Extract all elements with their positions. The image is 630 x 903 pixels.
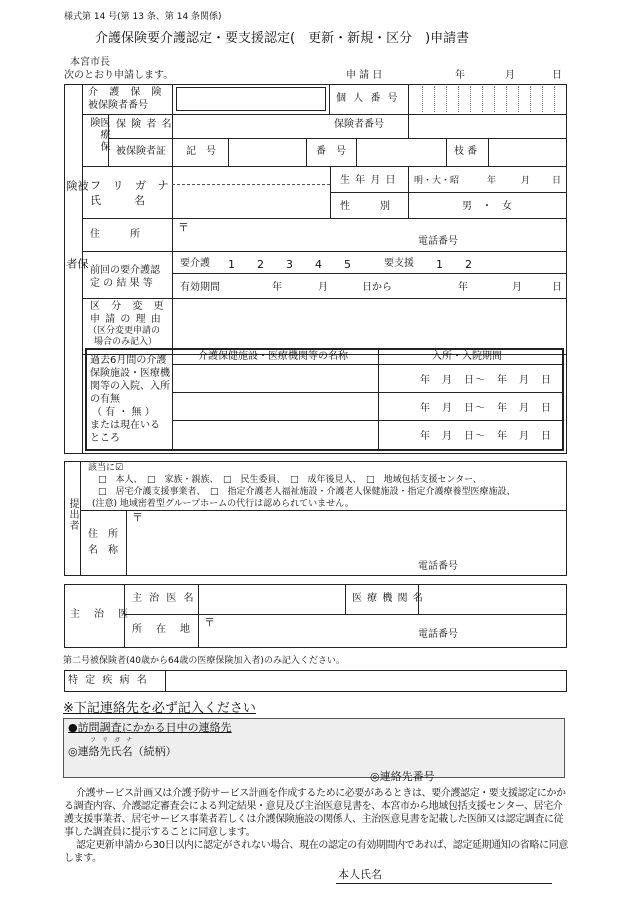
- form-number: 様式第 14 号(第 13 条、第 14 条関係): [64, 12, 222, 22]
- insured-number-label-1: 介 護 保 険: [88, 87, 166, 98]
- facility-label-1: 過去6月間の介護: [90, 355, 167, 366]
- reason-label-3: （区分変更申請の: [88, 326, 161, 336]
- insured-section-label: 被 保 険 者: [65, 180, 89, 336]
- individual-number-field[interactable]: [410, 86, 566, 112]
- signature-line[interactable]: [336, 883, 552, 884]
- validity-start-month: 月: [318, 282, 328, 293]
- support-need-label: 要支援: [384, 258, 414, 269]
- validity-end-month: 月: [512, 282, 522, 293]
- care-need-label: 要介護: [180, 258, 210, 269]
- medical-insurance-label: 医療保険: [88, 117, 109, 153]
- support-levels[interactable]: 1 2: [436, 258, 472, 271]
- birth-year-label: 年: [487, 176, 497, 186]
- addressee: 本宮市長: [70, 57, 110, 68]
- validity-start-year: 年: [272, 282, 282, 293]
- stay-row-1[interactable]: 年 月 日～ 年 月 日: [420, 375, 552, 386]
- phone-label: 電話番号: [418, 236, 458, 247]
- individual-number-label: 個 人 番 号: [336, 93, 400, 104]
- previous-result-label-1: 前回の要介護認: [90, 265, 160, 276]
- apply-month-label: 月: [505, 70, 515, 81]
- branch-number-label: 枝 番: [454, 146, 478, 157]
- contact-ruby: フ リ ガ ナ: [90, 737, 133, 744]
- insured-number-label-2: 被保険者番号: [88, 100, 148, 111]
- contact-name-label[interactable]: ◎連絡先氏名（続柄）: [68, 745, 177, 758]
- submitter-address-label: 住 所: [88, 529, 118, 540]
- facility-label-2: 保険施設・医療機: [90, 368, 170, 379]
- insured-card-label: 被保険者証: [116, 146, 166, 157]
- consent-paragraph-1: 介護サービス計画又は介護予防サービス計画を作成するために必要があるときは、要介護認定・要支援認定にかかる調査内容、介護認定審査会による判定結果・意見及び主治医意見書を、本宮市から地域包括支援センター、居宅介護支援事業者、居宅サービス事業者若しくは介護保険施設の関係人、主治医意見書を記載した医師又は認定調査に従事した調査員に提示することに同意します。: [64, 788, 566, 838]
- doctor-phone-label: 電話番号: [418, 629, 458, 640]
- validity-end-day: 日: [552, 282, 562, 293]
- contact-subheading: ●訪問調査にかかる日中の連絡先: [68, 721, 232, 734]
- card-number-label: 番 号: [316, 146, 346, 157]
- submitter-postal-mark: 〒: [132, 511, 143, 524]
- apply-date-label: 申 請 日: [346, 70, 383, 81]
- submitter-name-label: 名 称: [88, 545, 118, 556]
- birth-day-label: 日: [552, 176, 562, 186]
- stay-row-2[interactable]: 年 月 日～ 年 月 日: [420, 403, 552, 414]
- applicable-label: 該当に☑: [88, 463, 124, 473]
- second-insured-note: 第二号被保険者(40歳から64歳の医療保険加入者)のみ記入ください。: [63, 656, 345, 666]
- page-title: 介護保険要介護認定・要支援認定( 更新・新規・区分 )申請書: [95, 31, 470, 46]
- submitter-phone-label: 電話番号: [418, 561, 458, 572]
- era-options[interactable]: 明・大・昭: [414, 176, 460, 186]
- reason-label-2: 申 請 の 理 由: [90, 314, 162, 325]
- signature-label: 本人氏名: [338, 868, 382, 881]
- facility-label-7: ところ: [90, 433, 120, 444]
- reason-field[interactable]: [176, 302, 564, 350]
- validity-from-label: 日から: [362, 282, 392, 293]
- insurer-name-label: 保 険 者 名: [116, 119, 173, 130]
- postal-mark: 〒: [178, 221, 189, 234]
- apply-day-label: 日: [552, 70, 562, 81]
- name-label: 氏 名: [90, 194, 145, 207]
- contact-phone-label[interactable]: ◎連絡先番号: [370, 770, 435, 783]
- submitter-options-2[interactable]: □ 居宅介護支援事業者、 □ 指定介護老人福祉施設・介護老人保健施設・指定介護療養型医療施設、: [98, 487, 516, 497]
- gender-options[interactable]: 男 ・ 女: [462, 201, 512, 212]
- card-symbol-label: 記 号: [186, 146, 216, 157]
- furigana-label: フ リ ガ ナ: [90, 179, 173, 192]
- contact-heading: ※下記連絡先を必ず記入ください: [63, 701, 256, 716]
- gender-label: 性 別: [340, 201, 390, 212]
- stay-row-3[interactable]: 年 月 日～ 年 月 日: [420, 431, 552, 442]
- disease-label: 特 定 疾 病 名: [68, 675, 149, 686]
- insured-number-field[interactable]: [176, 87, 326, 111]
- facility-label-4: の有無: [90, 394, 120, 405]
- doctor-name-label: 主 治 医 名: [132, 593, 196, 604]
- intro-text: 次のとおり申請します。: [64, 70, 174, 81]
- submitter-options-1[interactable]: □ 本人、 □ 家族・親族、 □ 民生委員、 □ 成年後見人、 □ 地域包括支援センター、: [98, 475, 482, 485]
- facility-label-6: または現在いる: [90, 420, 160, 431]
- reason-label-1: 区 分 変 更: [90, 301, 168, 312]
- submitter-section-label: 提出者: [67, 498, 78, 531]
- apply-year-label: 年: [455, 70, 465, 81]
- birth-month-label: 月: [521, 176, 531, 186]
- institution-label: 医 療 機 関 名: [352, 593, 424, 604]
- submitter-note: (注意) 地域密着型グループホームの代行は認められていません。: [92, 499, 354, 509]
- doctor-location-label: 所 在 地: [132, 624, 192, 635]
- doctor-postal-mark: 〒: [204, 616, 215, 629]
- insurer-number-label: 保険者番号: [334, 119, 384, 130]
- stay-period-header: 入所・入院期間: [432, 351, 502, 362]
- doctor-section-label: 主 治 医: [70, 609, 130, 620]
- care-levels[interactable]: 1 2 3 4 5: [228, 258, 351, 271]
- validity-label: 有効期間: [180, 282, 220, 293]
- consent-paragraph-2: 認定更新申請から30日以内に認定がされない場合、現在の認定の有効期間内であれば、認定延期通知の省略に同意します。: [64, 840, 568, 864]
- previous-result-label-2: 定 の 結 果 等: [90, 278, 153, 289]
- facility-label-5: （ 有 ・ 無 ）: [92, 407, 155, 418]
- reason-label-4: 場合のみ記入）: [94, 337, 158, 347]
- address-label: 住 所: [90, 229, 140, 240]
- facility-label-3: 関等の入院、入所: [90, 381, 170, 392]
- validity-end-year: 年: [458, 282, 468, 293]
- facility-name-header: 介護保健施設・医療機関等の名称: [198, 351, 348, 362]
- birthdate-label: 生 年 月 日: [340, 175, 397, 186]
